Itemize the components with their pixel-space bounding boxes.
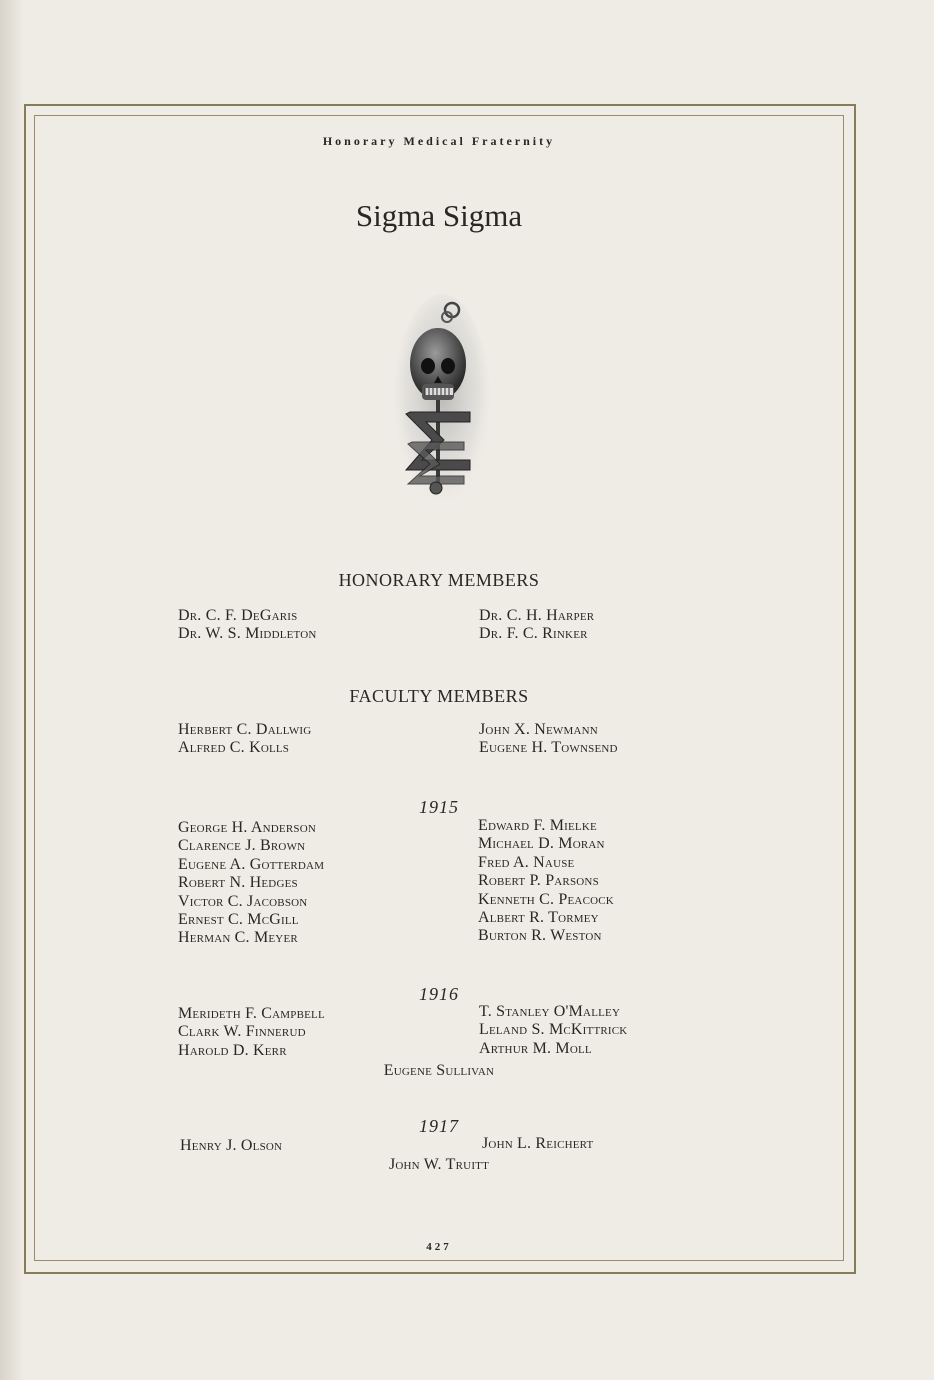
member-name: Henry J. Olson bbox=[180, 1137, 283, 1154]
member-name: Arthur M. Moll bbox=[479, 1039, 592, 1057]
class-1916-left-column bbox=[178, 1005, 325, 1060]
member-name: Victor C. Jacobson bbox=[178, 892, 308, 910]
page-gutter-shadow bbox=[0, 0, 24, 1380]
honorary-right-column bbox=[479, 607, 594, 644]
honorary-members-heading: HONORARY MEMBERS bbox=[338, 570, 540, 590]
class-1917-left-column bbox=[180, 1137, 282, 1155]
member-name: Ernest C. McGill bbox=[178, 910, 299, 928]
member-name-centered: Eugene Sullivan bbox=[383, 1062, 495, 1079]
honorary-left-column bbox=[178, 607, 317, 644]
member-name: Merideth F. Campbell bbox=[178, 1005, 325, 1022]
member-name: John X. Newmann bbox=[479, 721, 598, 738]
class-year-1915: 1915 bbox=[419, 797, 459, 817]
member-name-centered: John W. Truitt bbox=[388, 1156, 490, 1173]
running-head: Honorary Medical Fraternity bbox=[322, 134, 556, 148]
class-1916-right-column bbox=[479, 1003, 627, 1058]
member-name: Edward F. Mielke bbox=[478, 817, 597, 834]
member-name: Dr. C. H. Harper bbox=[479, 607, 595, 624]
member-name: Kenneth C. Peacock bbox=[478, 890, 614, 908]
member-name: George H. Anderson bbox=[178, 819, 316, 836]
member-name: Dr. C. F. DeGaris bbox=[178, 607, 298, 624]
member-name: Alfred C. Kolls bbox=[178, 739, 290, 757]
page-number: 427 bbox=[426, 1241, 452, 1253]
class-year-1917: 1917 bbox=[419, 1116, 459, 1136]
member-name: Michael D. Moran bbox=[478, 835, 605, 853]
member-name: Burton R. Weston bbox=[478, 927, 602, 945]
member-name: Clark W. Finnerud bbox=[178, 1023, 306, 1041]
class-1915-right-column bbox=[478, 817, 614, 946]
member-name: Herbert C. Dallwig bbox=[178, 721, 312, 738]
member-name: Fred A. Nause bbox=[478, 853, 575, 871]
member-name: Robert P. Parsons bbox=[478, 872, 599, 890]
member-name: Robert N. Hedges bbox=[178, 874, 298, 892]
class-1915-left-column bbox=[178, 819, 324, 948]
page-title: Sigma Sigma bbox=[355, 198, 523, 233]
member-name: Herman C. Meyer bbox=[178, 929, 298, 947]
member-name: Eugene A. Gotterdam bbox=[178, 855, 325, 873]
member-name: T. Stanley O'Malley bbox=[479, 1003, 621, 1020]
faculty-left-column bbox=[178, 721, 311, 758]
member-name: Clarence J. Brown bbox=[178, 837, 306, 855]
skull-sigma-pin-icon bbox=[392, 292, 492, 512]
faculty-members-heading: FACULTY MEMBERS bbox=[349, 686, 529, 706]
member-name: Harold D. Kerr bbox=[178, 1041, 287, 1059]
member-name: Albert R. Tormey bbox=[478, 908, 599, 926]
member-name: Eugene H. Townsend bbox=[479, 739, 618, 757]
class-year-1916: 1916 bbox=[419, 984, 459, 1004]
class-1917-right-column bbox=[482, 1135, 593, 1153]
faculty-right-column bbox=[479, 721, 618, 758]
member-name: Dr. F. C. Rinker bbox=[479, 625, 588, 643]
member-name: Leland S. McKittrick bbox=[479, 1021, 628, 1039]
member-name: John L. Reichert bbox=[482, 1135, 594, 1152]
member-name: Dr. W. S. Middleton bbox=[178, 625, 317, 643]
